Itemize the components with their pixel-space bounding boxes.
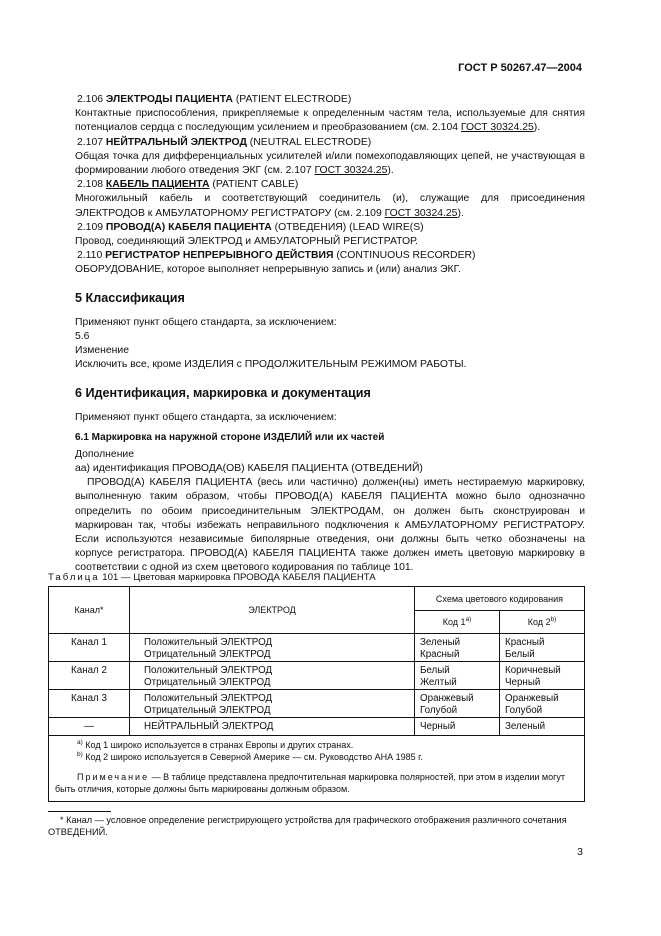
sec6-item-aa: аа) идентификация ПРОВОДА(ОВ) КАБЕЛЯ ПАЦИЕНТА (ОТВЕДЕНИЙ) (75, 463, 423, 475)
def-2-109-title: 2.109 ПРОВОД(А) КАБЕЛЯ ПАЦИЕНТА (ОТВЕДЕНИЯ) (LEAD WIRE(S) (77, 221, 424, 233)
subsection-6-1-heading: 6.1 Маркировка на наружной стороне ИЗДЕЛИЙ или их частей (75, 431, 385, 443)
standard-header: ГОСТ Р 50267.47—2004 (458, 62, 582, 74)
def-2-107-body: Общая точка для дифференциальных усилителей и/или помехоподавляющих цепей, не участвующая в формировании любого отведения ЭКГ (см. 2.107 ГОСТ 30324.25). (75, 150, 585, 177)
color-coding-table (48, 586, 585, 802)
sec6-paragraph: ПРОВОД(А) КАБЕЛЯ ПАЦИЕНТА (весь или частично) должен(ны) иметь нестираемую маркировку, выполненную таким образом, чтобы ПРОВОД(А) КАБЕЛЯ ПАЦИЕНТА можно было однозначно определить по обоим присоединительным ЭЛЕКТРОДАМ, он должен быть сконструирован и маркирован так, чтобы избежать неправильного подключения к АМБУЛАТОРНОМУ РЕГИСТРАТОРУ. Если используются независимые биполярные отведения, они должны быть четко обозначены на корпусе регистратора. ПРОВОД(А) КАБЕЛЯ ПАЦИЕНТА также должен иметь цветовую маркировку в соответствии с одной из схем цветового кодирования по таблице 101. (75, 477, 585, 574)
header-code-1: Код 1$^{a)}$ (415, 611, 500, 634)
header-electrode: ЭЛЕКТРОД (130, 587, 415, 634)
section-5-heading: 5 Классификация (75, 290, 185, 305)
header-channel: Канал* (49, 587, 130, 634)
table-footnote-a: $^{a)}$ Код 1 широко используется в странах Европы и других странах. (77, 739, 354, 750)
header-scheme: Схема цветового кодирования (415, 587, 585, 611)
header-code-2: Код 2$^{b)}$ (500, 611, 585, 634)
def-2-106-body: Контактные приспособления, прикрепляемые к определенным частям тела, используемые для снятия потенциалов сердца с последующим усилением и преобразованием (см. 2.104 ГОСТ 30324.25). (75, 108, 585, 134)
table-note: Примечание — В таблице представлена предпочтительная маркировка полярностей, при этом в изделии могут быть отличия, которые должны быть маркированы должным образом. (55, 772, 566, 794)
def-2-108-body: Многожильный кабель и соответствующий соединитель (и), служащие для присоединения ЭЛЕКТРОДОВ к АМБУЛАТОРНОМУ РЕГИСТРАТОРУ (см. 2.109 ГОСТ 30324.25). (75, 193, 585, 219)
sec6-addition: Дополнение (75, 448, 135, 460)
table-row: Канал 1 Положительный ЭЛЕКТРОД Отрицательный ЭЛЕКТРОД Зеленый Красный Красный Белый (49, 634, 585, 662)
document-body (75, 93, 585, 576)
table-row: Канал 3 Положительный ЭЛЕКТРОД Отрицательный ЭЛЕКТРОД Оранжевый Голубой Оранжевый Голубой (49, 690, 585, 718)
def-2-108-title: 2.108 КАБЕЛЬ ПАЦИЕНТА (PATIENT CABLE) (77, 179, 299, 191)
sec5-line-2: 5.6 (75, 330, 90, 342)
def-2-106-title: 2.106 ЭЛЕКТРОДЫ ПАЦИЕНТА (PATIENT ELECTRODE) (77, 94, 352, 105)
footnote-divider (48, 811, 111, 812)
def-2-107-title: 2.107 НЕЙТРАЛЬНЫЙ ЭЛЕКТРОД (NEUTRAL ELECTRODE) (77, 136, 372, 148)
table-caption: Таблица 101 — Цветовая маркировка ПРОВОДА КАБЕЛЯ ПАЦИЕНТА (48, 572, 376, 583)
section-6-heading: 6 Идентификация, маркировка и документация (75, 386, 371, 401)
sec5-line-1: Применяют пункт общего стандарта, за исключением: (75, 316, 337, 328)
sec5-line-3: Изменение (75, 345, 129, 357)
table-footnote-b: $^{b)}$ Код 2 широко используется в Северной Америке — см. Руководство АНА 1985 г. (77, 750, 423, 762)
sec5-line-4: Исключить все, кроме ИЗДЕЛИЯ с ПРОДОЛЖИТЕЛЬНЫМ РЕЖИМОМ РАБОТЫ. (75, 359, 467, 371)
def-2-109-body: Провод, соединяющий ЭЛЕКТРОД и АМБУЛАТОРНЫЙ РЕГИСТРАТОР. (75, 236, 418, 248)
def-2-110-title: 2.110 РЕГИСТРАТОР НЕПРЕРЫВНОГО ДЕЙСТВИЯ (CONTINUOUS RECORDER) (77, 250, 476, 262)
sec6-intro: Применяют пункт общего стандарта, за исключением: (75, 412, 337, 424)
page-footnote: * Канал — условное определение регистрирующего устройства для графического отображения различного сочетания ОТВЕДЕНИЙ. (48, 815, 567, 837)
def-2-110-body: ОБОРУДОВАНИЕ, которое выполняет непрерывную запись и (или) анализ ЭКГ. (75, 264, 461, 276)
table-notes-row (49, 736, 585, 802)
table-row: Канал 2 Положительный ЭЛЕКТРОД Отрицательный ЭЛЕКТРОД Белый Желтый Коричневый Черный (49, 662, 585, 690)
page-number: 3 (577, 846, 583, 858)
table-row: — НЕЙТРАЛЬНЫЙ ЭЛЕКТРОД Черный Зеленый (49, 718, 585, 736)
